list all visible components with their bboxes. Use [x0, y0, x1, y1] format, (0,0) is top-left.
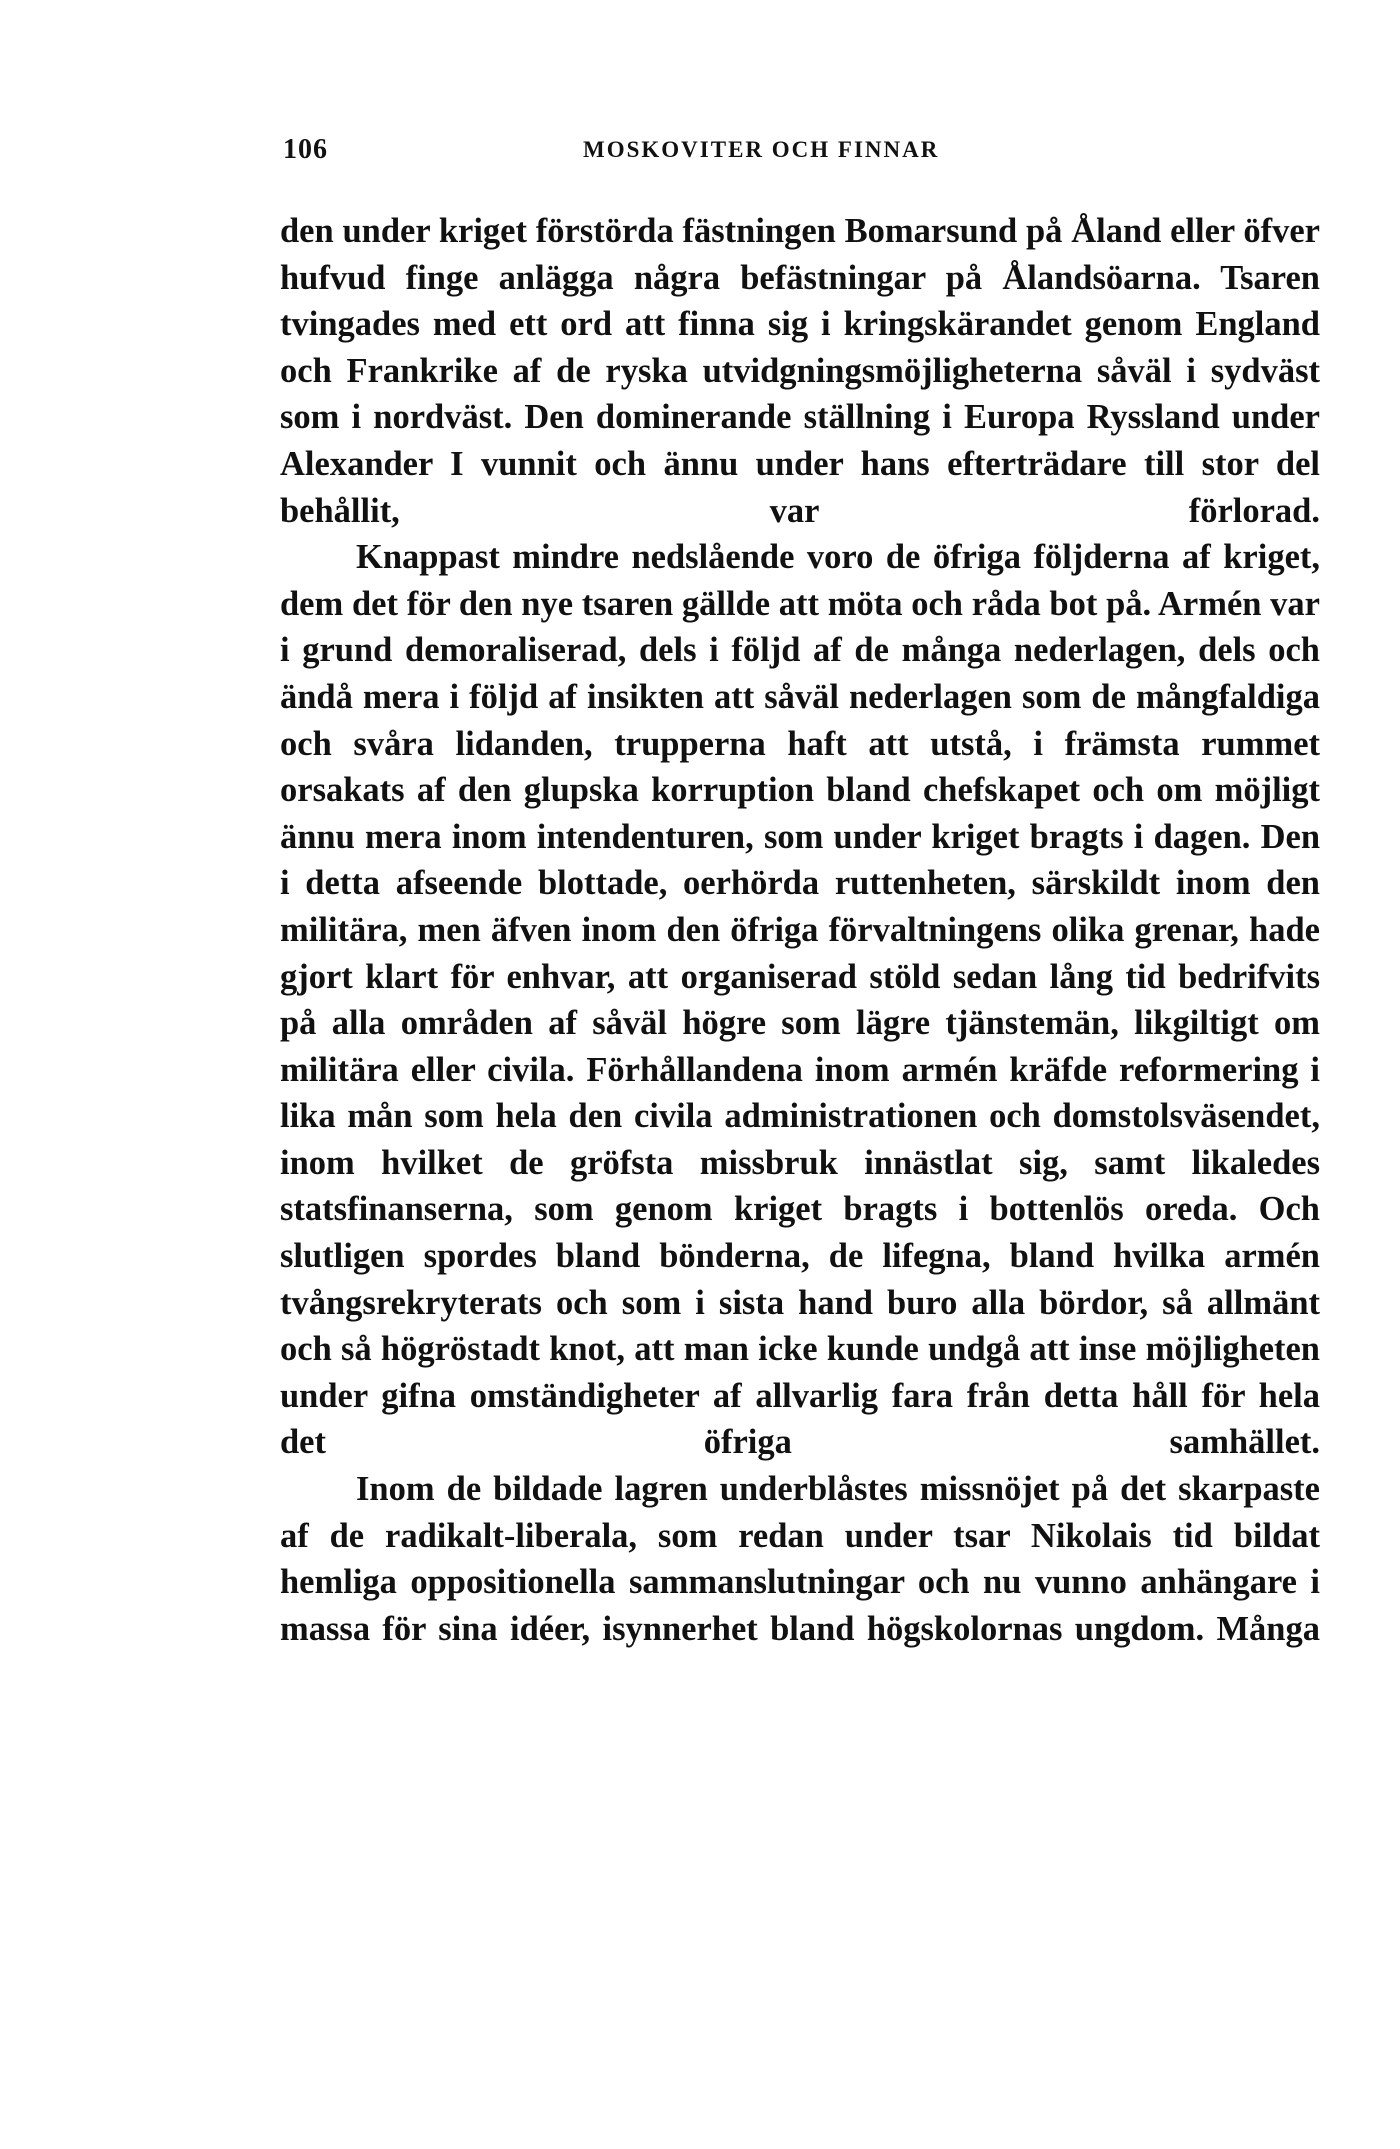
running-title: MOSKOVITER OCH FINNAR [583, 137, 940, 162]
page-header [283, 134, 1323, 174]
paragraph-2: Knappast mindre nedslående voro de öfriga följderna af kriget, dem det för den nye tsaren gällde att möta och råda bot på. Armén var i grund demoraliserad, dels i följd af de många nederlagen, dels och ändå mera i följd af insikten att såväl nederlagen som de mångfaldiga och svåra lidanden, trupperna haft att utstå, i främsta rummet orsakats af den glupska korruption bland chefskapet och om möjligt ännu mera inom intendenturen, som under kriget bragts i dagen. Den i detta afseende blottade, oerhörda ruttenheten, särskildt inom den militära, men äfven inom den öfriga förvaltningens olika grenar, hade gjort klart för enhvar, att organiserad stöld sedan lång tid bedrifvits på alla områden af såväl högre som lägre tjänstemän, likgiltigt om militära eller civila. Förhållandena inom armén kräfde reformering i lika mån som hela den civila administrationen och domstolsväsendet, inom hvilket de gröfsta missbruk innästlat sig, samt likaledes statsfinanserna, som genom kriget bragts i bottenlös oreda. Och slutligen spordes bland bönderna, de lifegna, bland hvilka armén tvångsrekryterats och som i sista hand buro alla bördor, så allmänt och så högröstadt knot, att man icke kunde undgå att inse möjligheten under gifna omständigheter af allvarlig fara från detta håll för hela det öfriga samhället. [280, 538, 1320, 1462]
body-text [280, 208, 1320, 1652]
paragraph-1: den under kriget förstörda fästningen Bomarsund på Åland eller öfver hufvud finge anlägga några befästningar på Ålandsöarna. Tsaren tvingades med ett ord att finna sig i kringskärandet genom England och Frankrike af de ryska utvidgningsmöjligheterna såväl i sydväst som i nordväst. Den dominerande ställning i Europa Ryssland under Alexander I vunnit och ännu under hans efterträdare till stor del behållit, var förlorad. [280, 212, 1320, 530]
page-number: 106 [283, 134, 328, 165]
paragraph-3: Inom de bildade lagren underblåstes missnöjet på det skarpaste af de radikalt-liberala, som redan under tsar Nikolais tid bildat hemliga oppositionella sammanslutningar och nu vunno anhängare i massa för sina idéer, isynnerhet bland högskolornas ungdom. Många [280, 1470, 1320, 1648]
